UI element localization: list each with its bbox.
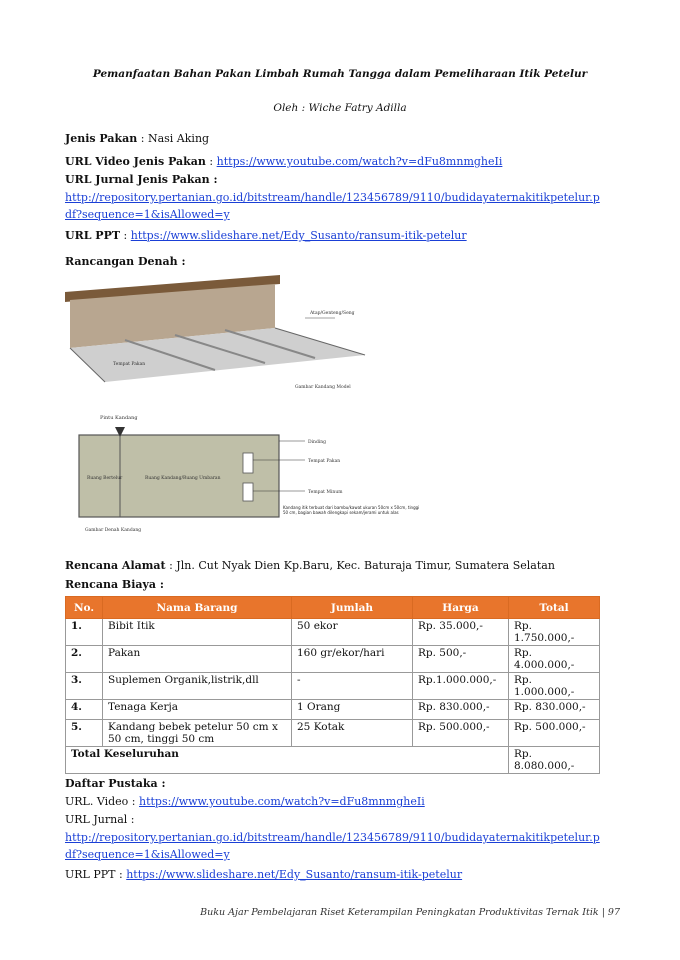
barn-perspective-figure (65, 270, 385, 395)
jenis-pakan-line (65, 130, 209, 147)
total-label: Total Keseluruhan (66, 747, 509, 774)
fig2-label-r1: Dinding (308, 440, 327, 445)
url-jurnal-label: URL Jurnal Jenis Pakan : (65, 173, 218, 186)
fig2-label-top: Pintu Kandang (100, 415, 138, 421)
col-jumlah: Jumlah (292, 597, 413, 619)
cell-no: 5. (66, 720, 103, 747)
url-video-sep: : (205, 155, 217, 168)
pustaka-ppt-link[interactable]: https://www.slideshare.net/Edy_Susanto/ransum-itik-petelur (126, 868, 463, 881)
cell-no: 3. (66, 673, 103, 700)
cell-nama: Bibit Itik (103, 619, 292, 646)
cell-jumlah: 160 gr/ekor/hari (292, 646, 413, 673)
cell-harga: Rp. 35.000,- (413, 619, 509, 646)
page-footer: Buku Ajar Pembelajaran Riset Keterampilan Peningkatan Produktivitas Ternak Itik | 97 (200, 907, 620, 918)
fig1-label-right: Atap/Genteng/Seng (310, 311, 355, 316)
pustaka-video-line (65, 793, 425, 810)
cell-total: Rp. 1.000.000,- (509, 673, 600, 700)
cell-jumlah: 1 Orang (292, 700, 413, 720)
cell-no: 4. (66, 700, 103, 720)
cell-harga: Rp. 500,- (413, 646, 509, 673)
url-ppt-sep: : (120, 229, 131, 242)
fig2-label-r3: Tempat Minum (308, 490, 343, 495)
table-row (66, 720, 600, 747)
cell-harga: Rp. 830.000,- (413, 700, 509, 720)
fig1-label-left: Tempat Pakan (113, 362, 146, 367)
pustaka-jurnal-link[interactable]: http://repository.pertanian.go.id/bitstream/handle/123456789/9110/budidayaternakitikpetelur.pdf?sequence=1&isAllowed=y (65, 831, 600, 861)
daftar-pustaka-heading: Daftar Pustaka : (65, 777, 166, 790)
url-jurnal-wrap (65, 189, 605, 223)
total-value: Rp. 8.080.000,- (509, 747, 600, 774)
fig2-label-r2: Tempat Pakan (308, 459, 341, 464)
col-total: Total (509, 597, 600, 619)
table-row (66, 673, 600, 700)
pustaka-video-link[interactable]: https://www.youtube.com/watch?v=dFu8mnmgheIi (139, 795, 425, 808)
cell-no: 2. (66, 646, 103, 673)
cell-harga: Rp. 500.000,- (413, 720, 509, 747)
cell-nama: Kandang bebek petelur 50 cm x 50 cm, tinggi 50 cm (103, 720, 292, 747)
table-row (66, 646, 600, 673)
rancangan-denah-heading: Rancangan Denah : (65, 255, 186, 268)
table-row (66, 700, 600, 720)
cell-nama: Tenaga Kerja (103, 700, 292, 720)
pustaka-jurnal-label: URL Jurnal : (65, 813, 135, 826)
table-total-row (66, 747, 600, 774)
cell-jumlah: 25 Kotak (292, 720, 413, 747)
rencana-alamat-label: Rencana Alamat (65, 559, 166, 572)
url-video-link[interactable]: https://www.youtube.com/watch?v=dFu8mnmgheIi (216, 155, 503, 168)
url-ppt-label: URL PPT (65, 229, 121, 242)
rencana-alamat-value: : Jln. Cut Nyak Dien Kp.Baru, Kec. Baturaja Timur, Sumatera Selatan (169, 559, 555, 572)
pustaka-ppt-label: URL PPT : (65, 868, 127, 881)
fig2-caption: Gambar Denah Kandang (85, 528, 142, 533)
cost-table-header (66, 597, 600, 619)
col-no: No. (66, 597, 103, 619)
cell-no: 1. (66, 619, 103, 646)
rencana-alamat-line (65, 557, 555, 574)
url-ppt-line (65, 227, 467, 244)
pustaka-jurnal-line (65, 811, 134, 828)
pustaka-ppt-line (65, 866, 462, 883)
col-harga: Harga (413, 597, 509, 619)
author-line: Oleh : Wiche Fatry Adilla (273, 102, 407, 114)
table-row (66, 619, 600, 646)
fig2-label-dalam: Ruang Bertelur (87, 476, 123, 481)
fig2-label-ruang: Ruang Kandang/Ruang Umbaran (145, 476, 221, 481)
url-jurnal-line (65, 171, 218, 188)
cell-total: Rp. 500.000,- (509, 720, 600, 747)
url-jurnal-link[interactable]: http://repository.pertanian.go.id/bitstream/handle/123456789/9110/budidayaternakitikpetelur.pdf?sequence=1&isAllowed=y (65, 191, 600, 221)
plan-water (243, 483, 253, 501)
rencana-biaya-heading: Rencana Biaya : (65, 578, 164, 591)
cell-jumlah: 50 ekor (292, 619, 413, 646)
col-nama: Nama Barang (103, 597, 292, 619)
url-video-label: URL Video Jenis Pakan (65, 155, 206, 168)
cell-total: Rp. 4.000.000,- (509, 646, 600, 673)
cell-jumlah: - (292, 673, 413, 700)
cell-total: Rp. 830.000,- (509, 700, 600, 720)
document-title: Pemanfaatan Bahan Pakan Limbah Rumah Tangga dalam Pemeliharaan Itik Petelur (92, 68, 588, 80)
cell-harga: Rp.1.000.000,- (413, 673, 509, 700)
floor-plan-figure (65, 405, 425, 545)
url-video-line (65, 153, 502, 170)
cell-total: Rp. 1.750.000,- (509, 619, 600, 646)
cell-nama: Suplemen Organik,listrik,dll (103, 673, 292, 700)
pustaka-video-label: URL. Video : (65, 795, 139, 808)
fig2-note: Kandang itik terbuat dari bambu/kawat ukuran 50cm x 50cm, tinggi 50 cm, bagian bawah dilengkapi sekam/jerami untuk alas (283, 505, 420, 515)
plan-feeder (243, 453, 253, 473)
cost-table (65, 596, 600, 774)
pustaka-jurnal-wrap (65, 829, 605, 863)
url-ppt-link[interactable]: https://www.slideshare.net/Edy_Susanto/ransum-itik-petelur (130, 229, 467, 242)
fig1-caption: Gambar Kandang Model (295, 385, 351, 390)
cell-nama: Pakan (103, 646, 292, 673)
jenis-pakan-label: Jenis Pakan (65, 132, 138, 145)
jenis-pakan-value: : Nasi Aking (140, 132, 210, 145)
